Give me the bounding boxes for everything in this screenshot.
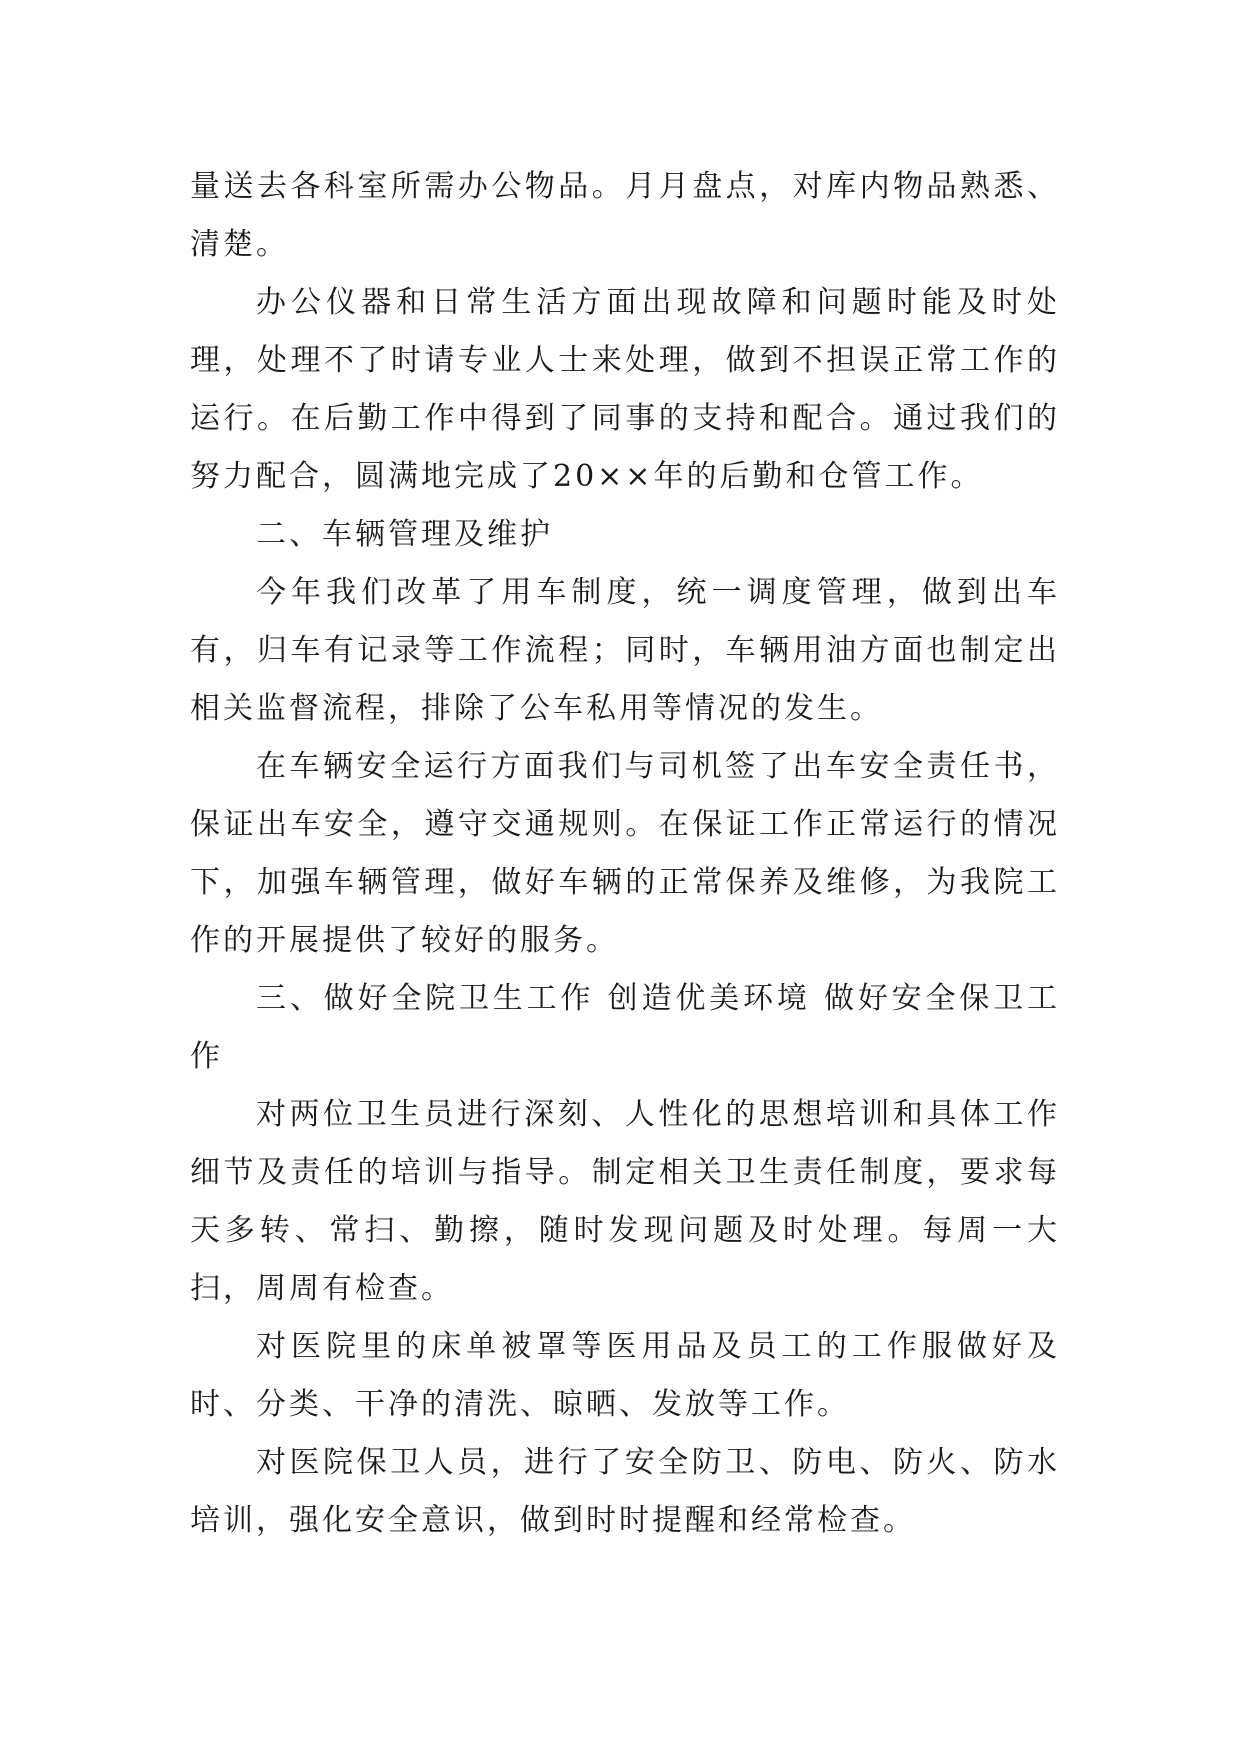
- paragraph-office-equipment: 办公仪器和日常生活方面出现故障和问题时能及时处理，处理不了时请专业人士来处理，做到不担误正常工作的运行。在后勤工作中得到了同事的支持和配合。通过我们的努力配合，圆满地完成了20××年的后勤和仓管工作。: [190, 285, 1060, 494]
- section-heading-vehicles: 二、车辆管理及维护: [256, 517, 553, 552]
- paragraph-vehicle-policy: 今年我们改革了用车制度，统一调度管理，做到出车有，归车有记录等工作流程；同时，车辆用油方面也制定出相关监督流程，排除了公车私用等情况的发生。: [190, 575, 1060, 726]
- paragraph-linen-washing: 对医院里的床单被罩等医用品及员工的工作服做好及时、分类、干净的清洗、晾晒、发放等工作。: [190, 1329, 1060, 1422]
- paragraph-vehicle-safety: 在车辆安全运行方面我们与司机签了出车安全责任书，保证出车安全，遵守交通规则。在保证工作正常运行的情况下，加强车辆管理，做好车辆的正常保养及维修，为我院工作的开展提供了较好的服务。: [190, 749, 1060, 958]
- paragraph-continuation: 量送去各科室所需办公物品。月月盘点，对库内物品熟悉、清楚。: [190, 169, 1060, 262]
- paragraph-hygiene-training: 对两位卫生员进行深刻、人性化的思想培训和具体工作细节及责任的培训与指导。制定相关卫生责任制度，要求每天多转、常扫、勤擦，随时发现问题及时处理。每周一大扫，周周有检查。: [190, 1097, 1060, 1306]
- document-body: [190, 158, 1060, 1550]
- section-heading-hygiene-security: 三、做好全院卫生工作 创造优美环境 做好安全保卫工作: [190, 981, 1060, 1074]
- paragraph-security-training: 对医院保卫人员，进行了安全防卫、防电、防火、防水培训，强化安全意识，做到时时提醒和经常检查。: [190, 1445, 1060, 1538]
